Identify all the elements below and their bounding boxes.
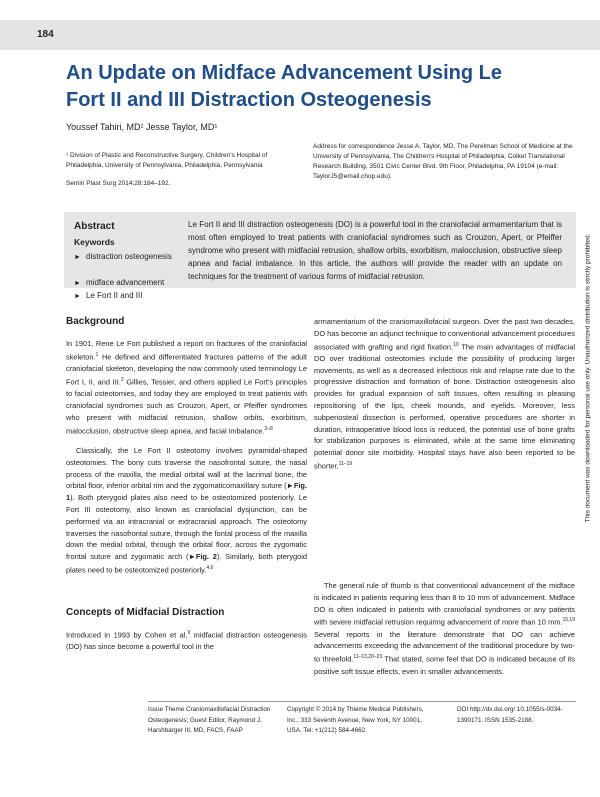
keyword-item: [74, 250, 178, 264]
body-paragraph: Introduced in 1993 by Cohen et al,$^9$ midfacial distraction osteogenesis (DO) has since become a powerful tool in the: [66, 630, 307, 652]
reference-superscript: 9: [187, 630, 191, 636]
keyword-item: [74, 276, 184, 290]
figure-reference-link[interactable]: ►Fig. 1: [66, 481, 307, 503]
reference-superscript: 11–19: [338, 461, 353, 468]
doi-issn: DOI http://dx.doi.org/ 10.1055/s-0034-1390171. ISSN 1535-2188.: [457, 706, 563, 724]
download-notice: This document was downloaded for personal use only. Unauthorized distribution is strictly prohibited.: [584, 233, 592, 523]
keyword-text: distraction osteogenesis: [86, 252, 172, 261]
section-heading-concepts: Concepts of Midfacial Distraction: [66, 607, 225, 618]
abstract-text: Le Fort II and III distraction osteogenesis (DO) is a powerful tool in the craniofacial armamentarium that is most often employed to treat patients with craniofacial syndromes such as Crouzon, Apert, or Pfeiffer syndrome who present with midfacial retrusion, shallow orbits, exorbitism, malocclusion, obstructive sleep apnea and facial imbalance. In this article, the authors will provide the reader with an update on techniques for the treatment of various forms of midfacial retrusion.: [188, 220, 562, 281]
issue-theme: Issue Theme Craniomaxillofacial Distraction Osteogenesis; Guest Editor, Raymond J. Harshbarger III, MD, FACS, FAAP: [148, 706, 271, 734]
body-paragraph: The general rule of thumb is that conventional advancement of the midface is indicated in patients requiring less than 8 to 10 mm of advancement. Midface DO is often indicated in patients with craniofacial syndromes or any patients with severe midfacial retrusion requiring advancement of more than 10 mm.$^{15,19}$ Several reports in the literature demonstrate that DO can achieve advancements exceeding the advancement of the traditional procedure by two- to threefold.$^{11-13,20-23}$ That stated, some feel that DO is indicated because of its positive soft tissue effects, even in smaller advancements.: [314, 581, 575, 676]
body-paragraph: In 1901, Rene Le Fort published a report on fractures of the craniofacial skeleton.$^1$ He defined and differentiated fractures patterns of the adult craniofacial skeleton, developing the now commonly used terminology Le Fort I, II, and III.$^2$ Gillies, Tessier, and others applied Le Fort's principles to facial osteotomies, and today they are employed to treat patients with craniofacial syndromes such as Crouzon, Apert, or Pfeiffer syndromes who present with midfacial retrusion, shallow orbits, exorbitism, malocclusion, obstructive sleep apnea, and facial imbalance.$^{2-8}$: [66, 339, 307, 435]
correspondence: Address for correspondence Jesse A. Taylor, MD, The Perelman School of Medicine at the University of Pennsylvania, The Children's Hospital of Philadelphia, Colket Translational Research Building, 3501 Civic Center Blvd. 9th Floor, Philadelphia, PA 19104 (e-mail: TaylorJ5@email.chop.edu).: [313, 143, 573, 180]
reference-superscript: 10: [453, 341, 459, 348]
reference-superscript: 15,19: [562, 617, 575, 624]
keywords-heading: Keywords: [74, 237, 115, 247]
copyright: Copyright © 2014 by Thieme Medical Publishers, Inc., 333 Seventh Avenue, New York, NY 10001, USA. Tel: +1(212) 584-4662.: [287, 706, 424, 734]
figure-reference-link[interactable]: ►Fig. 2: [188, 552, 217, 562]
keyword-text: midface advancement: [86, 278, 165, 287]
article-title: An Update on Midface Advancement Using Le Fort II and III Distraction Osteogenesis: [66, 62, 502, 111]
section-heading-background: Background: [66, 316, 125, 327]
body-paragraph: Classically, the Le Fort II osteotomy involves pyramidal-shaped osteotomies. The bony cuts traverse the nasofrontal suture, the nasal process of the maxilla, the medial orbital wall at the lacrimal bone, the orbital floor, inferior orbital rim and the zygomaticomaxillary suture (►Fig. 1). Both pterygoid plates also need to be osteotomized posteriorly. Le Fort III osteotomy, also known as craniofacial dysjunction, can be performed via an intracranial or extracranial approach. The osteotomy traverses the nasofrontal suture, through the fontal process of the maxilla down the medial orbital, through the orbital floor, across the zygomatic frontal suture and zygomatic arch (►Fig. 2). Similarly, both pterygoid plates need to be osteotomized posteriorly.$^{4,6}$: [66, 446, 307, 575]
reference-superscript: 2–8: [264, 425, 273, 432]
abstract-heading: Abstract: [74, 221, 115, 232]
author-list: Youssef Tahiri, MD¹ Jesse Taylor, MD¹: [66, 122, 218, 132]
keyword-text: Le Fort II and III: [86, 291, 143, 300]
triangle-bullet-icon: ►: [74, 254, 81, 261]
citation: Semin Plast Surg 2014;28:184–192.: [66, 180, 171, 187]
reference-superscript: 4,6: [206, 564, 214, 571]
reference-superscript: 11–13,20–23: [353, 654, 383, 661]
header-bar: [0, 20, 600, 50]
triangle-bullet-icon: ►: [74, 293, 81, 300]
reference-superscript: 1: [95, 351, 99, 358]
keyword-item: [74, 289, 184, 303]
page-number: 184: [37, 29, 54, 40]
body-paragraph: armamentarium of the craniomaxillofacial surgeon. Over the past two decades, DO has become an adjunct technique to conventional advancement procedures associated with grafting and rigid fixation.$^{10}$ The main advantages of midfacial DO over traditional osteotomies include the possibility of producing larger movements, as well as a decreased infectious risk and relapse rate due to the progressive distraction and formation of bone. Distraction osteogenesis also provides for gradual expansion of soft tissues, often resulting in pleasing repositioning of the lips, cheek mounds, and eyelids. Moreover, less subperiosteal dissection is performed, operative procedures are shorter in duration, intraoperative blood loss is reduced, the potential use of bone grafts for stabilization purposes is eliminated, while at the same time eliminating potential donor site morbidity. Hospital stays have also been reported to be shorter.$^{11-19}$: [314, 317, 575, 471]
reference-superscript: 2: [120, 376, 124, 383]
footer-rule: [148, 701, 576, 702]
affiliation: ¹ Division of Plastic and Reconstructive Surgery, Children's Hospital of Philadelphia, University of Pennsylvania, Philadelphia, Pennsylvania: [66, 152, 268, 169]
triangle-bullet-icon: ►: [74, 280, 81, 287]
